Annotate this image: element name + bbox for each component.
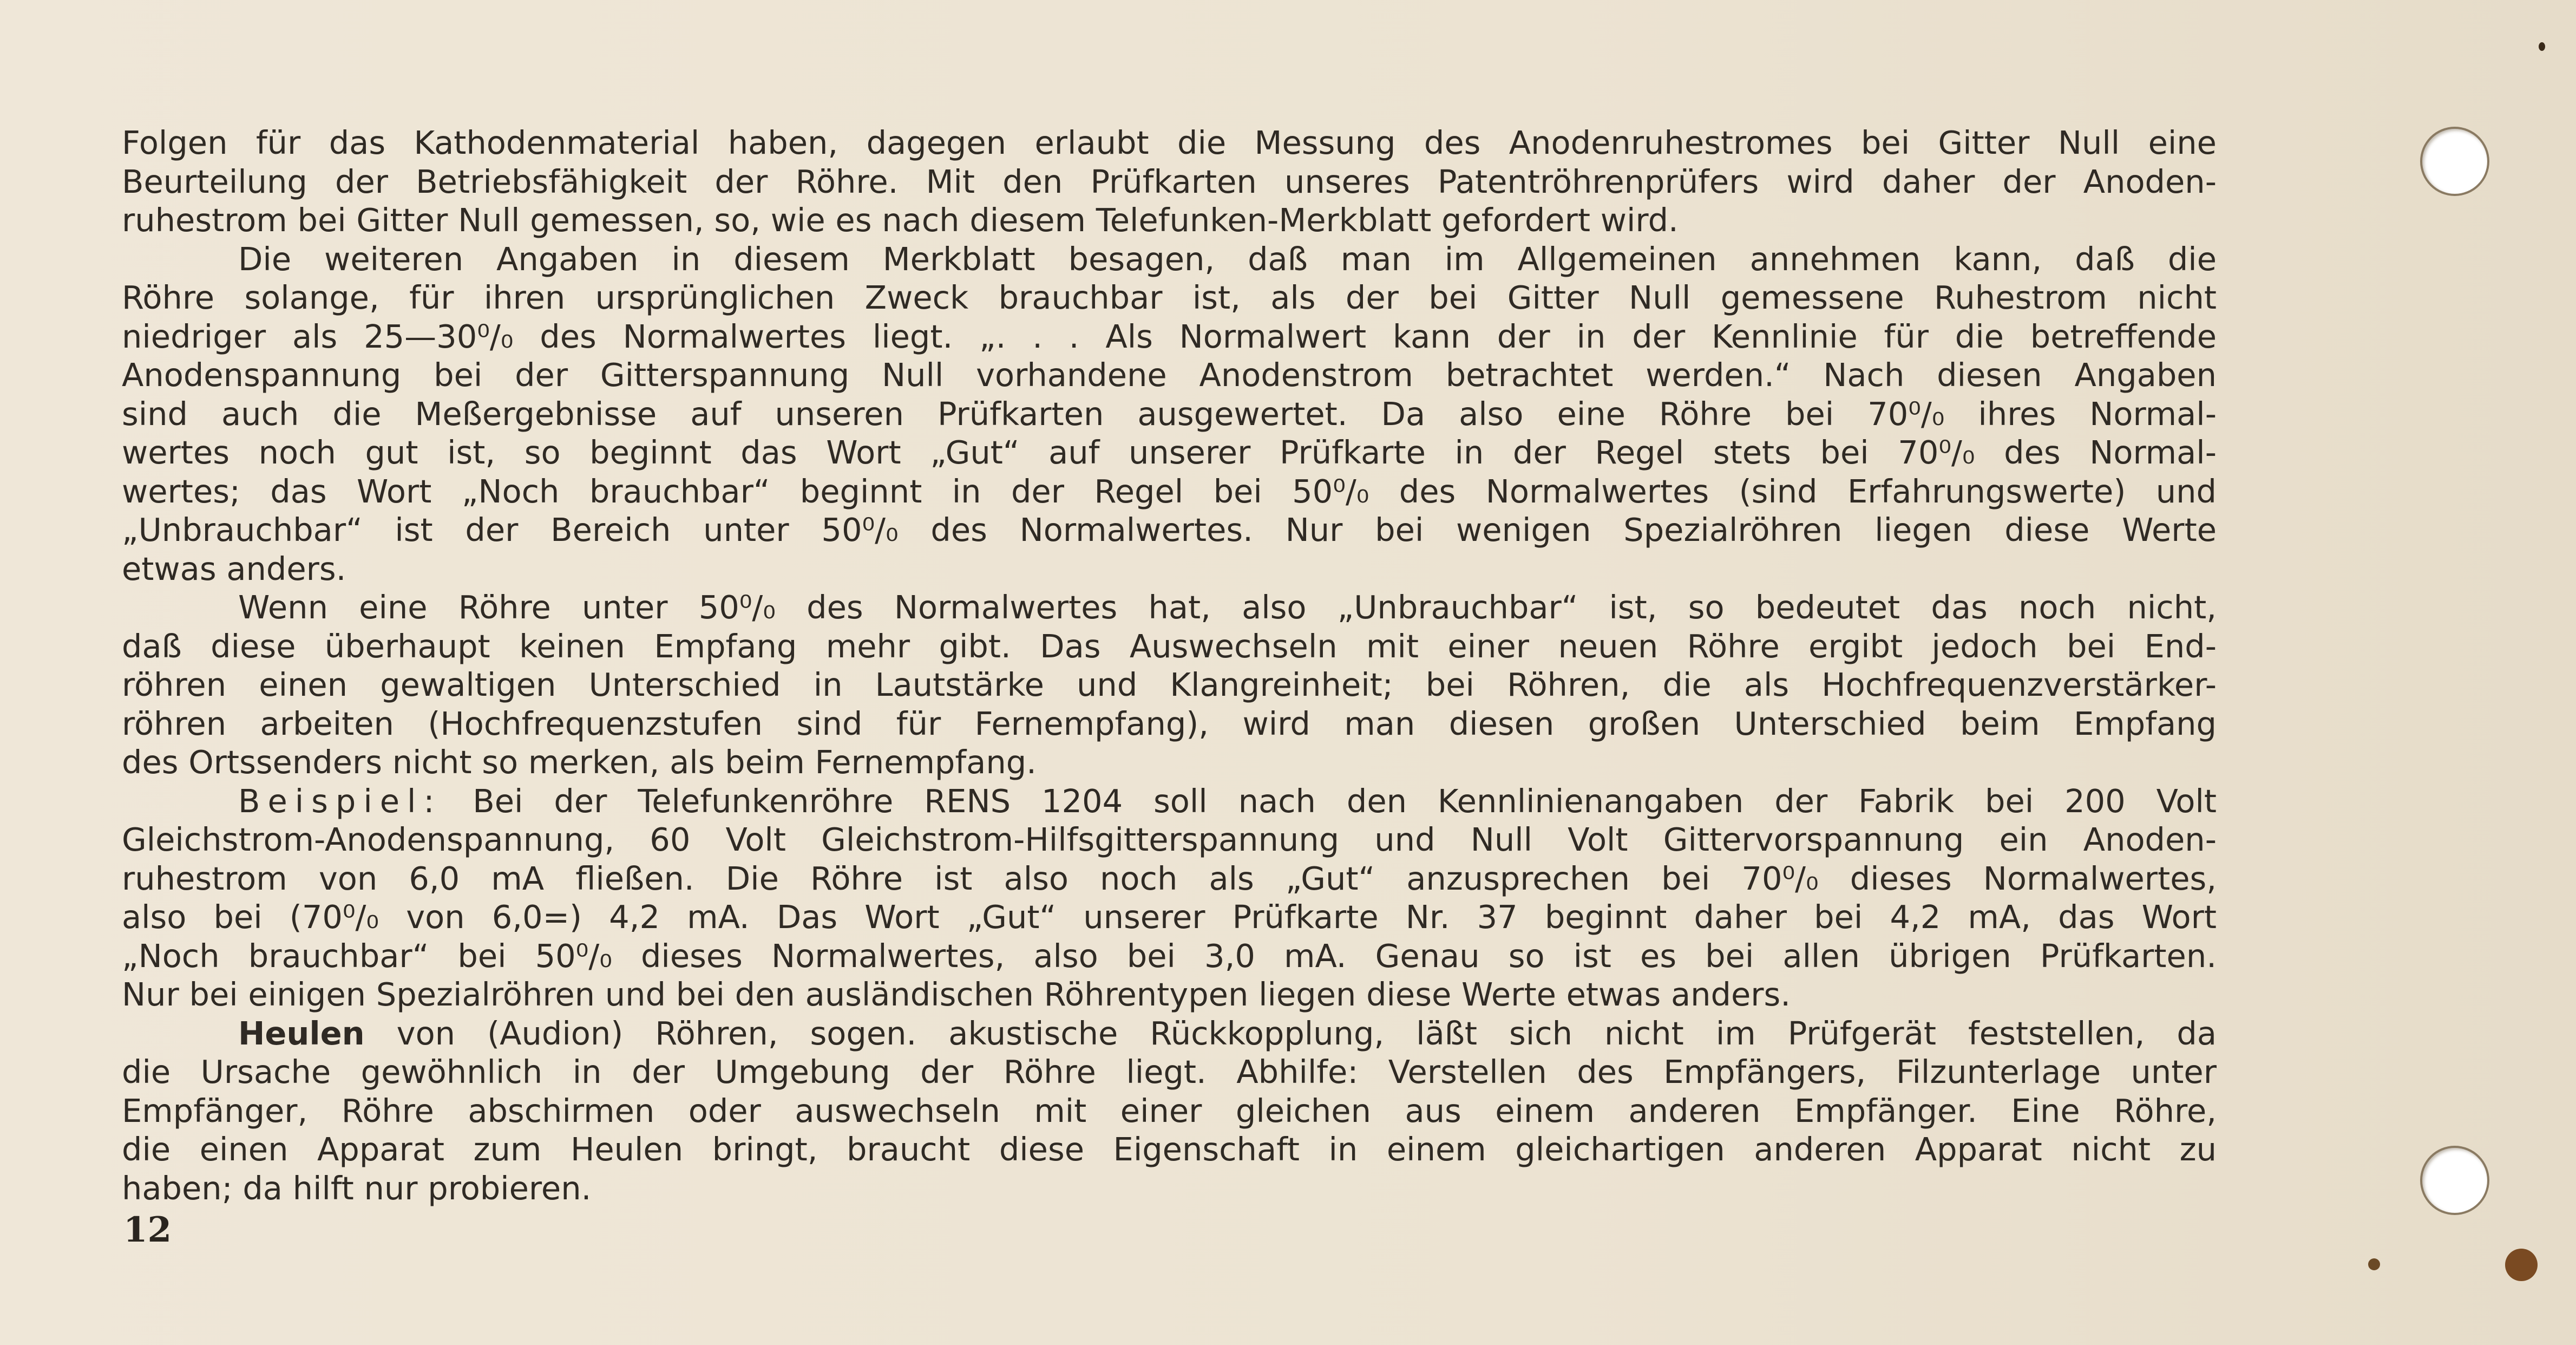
paragraph xyxy=(122,240,2217,589)
text-line: Die weiteren Angaben in diesem Merkblatt besagen, daß man im Allgemeinen annehmen kann, daß die xyxy=(238,240,2217,278)
text-line: röhren einen gewaltigen Unterschied in Lautstärke und Klangreinheit; bei Röhren, die als Hochfrequenzverstärker- xyxy=(122,666,2217,703)
text-line: Folgen für das Kathodenmaterial haben, dagegen erlaubt die Messung des Anodenruhestromes bei Gitter Null eine xyxy=(122,124,2217,161)
text-line: Gleichstrom-Anodenspannung, 60 Volt Gleichstrom-Hilfsgitterspannung und Null Volt Gittervorspannung ein Anoden- xyxy=(122,821,2217,858)
text-line: wertes noch gut ist, so beginnt das Wort „Gut“ auf unserer Prüfkarte in der Regel stets bei 70⁰/₀ des Normal- xyxy=(122,434,2217,471)
paragraph xyxy=(122,782,2217,1014)
page-number: 12 xyxy=(123,1210,172,1250)
paragraph xyxy=(122,123,2217,240)
text-line: sind auch die Meßergebnisse auf unseren Prüfkarten ausgewertet. Da also eine Röhre bei 70⁰/₀ ihres Normal- xyxy=(122,395,2217,433)
text-line: Wenn eine Röhre unter 50⁰/₀ des Normalwertes hat, also „Unbrauchbar“ ist, so bedeutet das noch nicht, xyxy=(238,589,2217,626)
punch-hole xyxy=(2422,1148,2487,1213)
text-line: Anodenspannung bei der Gitterspannung Null vorhandene Anodenstrom betrachtet werden.“ Nach diesen Angaben xyxy=(122,356,2217,394)
example-label: Beispiel: xyxy=(238,782,442,820)
text-line: die Ursache gewöhnlich in der Umgebung der Röhre liegt. Abhilfe: Verstellen des Empfängers, Filzunterlage unter xyxy=(122,1053,2217,1091)
paragraph xyxy=(122,588,2217,782)
stain-mark xyxy=(2368,1258,2380,1270)
punch-hole xyxy=(2422,129,2487,194)
text-line-rest: von (Audion) Röhren, sogen. akustische Rückkopplung, läßt sich nicht im Prüfgerät feststellen, da xyxy=(364,1014,2217,1052)
text-line: haben; da hilft nur probieren. xyxy=(122,1169,592,1207)
text-line: Empfänger, Röhre abschirmen oder auswechseln mit einer gleichen aus einem anderen Empfänger. Eine Röhre, xyxy=(122,1092,2217,1129)
text-line: „Unbrauchbar“ ist der Bereich unter 50⁰/₀ des Normalwertes. Nur bei wenigen Spezialröhren liegen diese Werte xyxy=(122,511,2217,549)
text-line: also bei (70⁰/₀ von 6,0=) 4,2 mA. Das Wort „Gut“ unserer Prüfkarte Nr. 37 beginnt daher bei 4,2 mA, das Wort xyxy=(122,898,2217,936)
text-line xyxy=(122,1014,2217,1053)
text-line-rest: Bei der Telefunkenröhre RENS 1204 soll nach den Kennlinienangaben der Fabrik bei 200 Volt xyxy=(442,782,2217,820)
heading-term: Heulen xyxy=(238,1014,365,1052)
text-line: die einen Apparat zum Heulen bringt, braucht diese Eigenschaft in einem gleichartigen anderen Apparat nicht zu xyxy=(122,1131,2217,1168)
text-line xyxy=(122,782,2217,821)
text-line: etwas anders. xyxy=(122,550,346,587)
text-line: daß diese überhaupt keinen Empfang mehr gibt. Das Auswechseln mit einer neuen Röhre ergibt jedoch bei End- xyxy=(122,627,2217,665)
text-line: niedriger als 25—30⁰/₀ des Normalwertes liegt. „. . . Als Normalwert kann der in der Kennlinie für die betreffende xyxy=(122,317,2217,355)
text-line: Nur bei einigen Spezialröhren und bei den ausländischen Röhrentypen liegen diese Werte etwas anders. xyxy=(122,976,1791,1013)
text-line: wertes; das Wort „Noch brauchbar“ beginnt in der Regel bei 50⁰/₀ des Normalwertes (sind Erfahrungswerte) und xyxy=(122,472,2217,510)
text-line: „Noch brauchbar“ bei 50⁰/₀ dieses Normalwertes, also bei 3,0 mA. Genau so ist es bei allen übrigen Prüfkarten. xyxy=(122,937,2217,975)
text-line: des Ortssenders nicht so merken, als beim Fernempfang. xyxy=(122,743,1037,781)
text-line: röhren arbeiten (Hochfrequenzstufen sind für Fernempfang), wird man diesen großen Unterschied beim Empfang xyxy=(122,704,2217,742)
text-line: ruhestrom bei Gitter Null gemessen, so, wie es nach diesem Telefunken-Merkblatt gefordert wird. xyxy=(122,201,1679,239)
text-line: Röhre solange, für ihren ursprünglichen Zweck brauchbar ist, als der bei Gitter Null gemessene Ruhestrom nicht xyxy=(122,279,2217,316)
text-line: ruhestrom von 6,0 mA fließen. Die Röhre ist also noch als „Gut“ anzusprechen bei 70⁰/₀ dieses Normalwertes, xyxy=(122,859,2217,897)
text-line: Beurteilung der Betriebsfähigkeit der Röhre. Mit den Prüfkarten unseres Patentröhrenprüfers wird daher der Anoden- xyxy=(122,162,2217,200)
stain-mark xyxy=(2505,1249,2538,1281)
body-text xyxy=(122,123,2217,1207)
stain-mark xyxy=(2539,42,2545,51)
paragraph xyxy=(122,1014,2217,1208)
